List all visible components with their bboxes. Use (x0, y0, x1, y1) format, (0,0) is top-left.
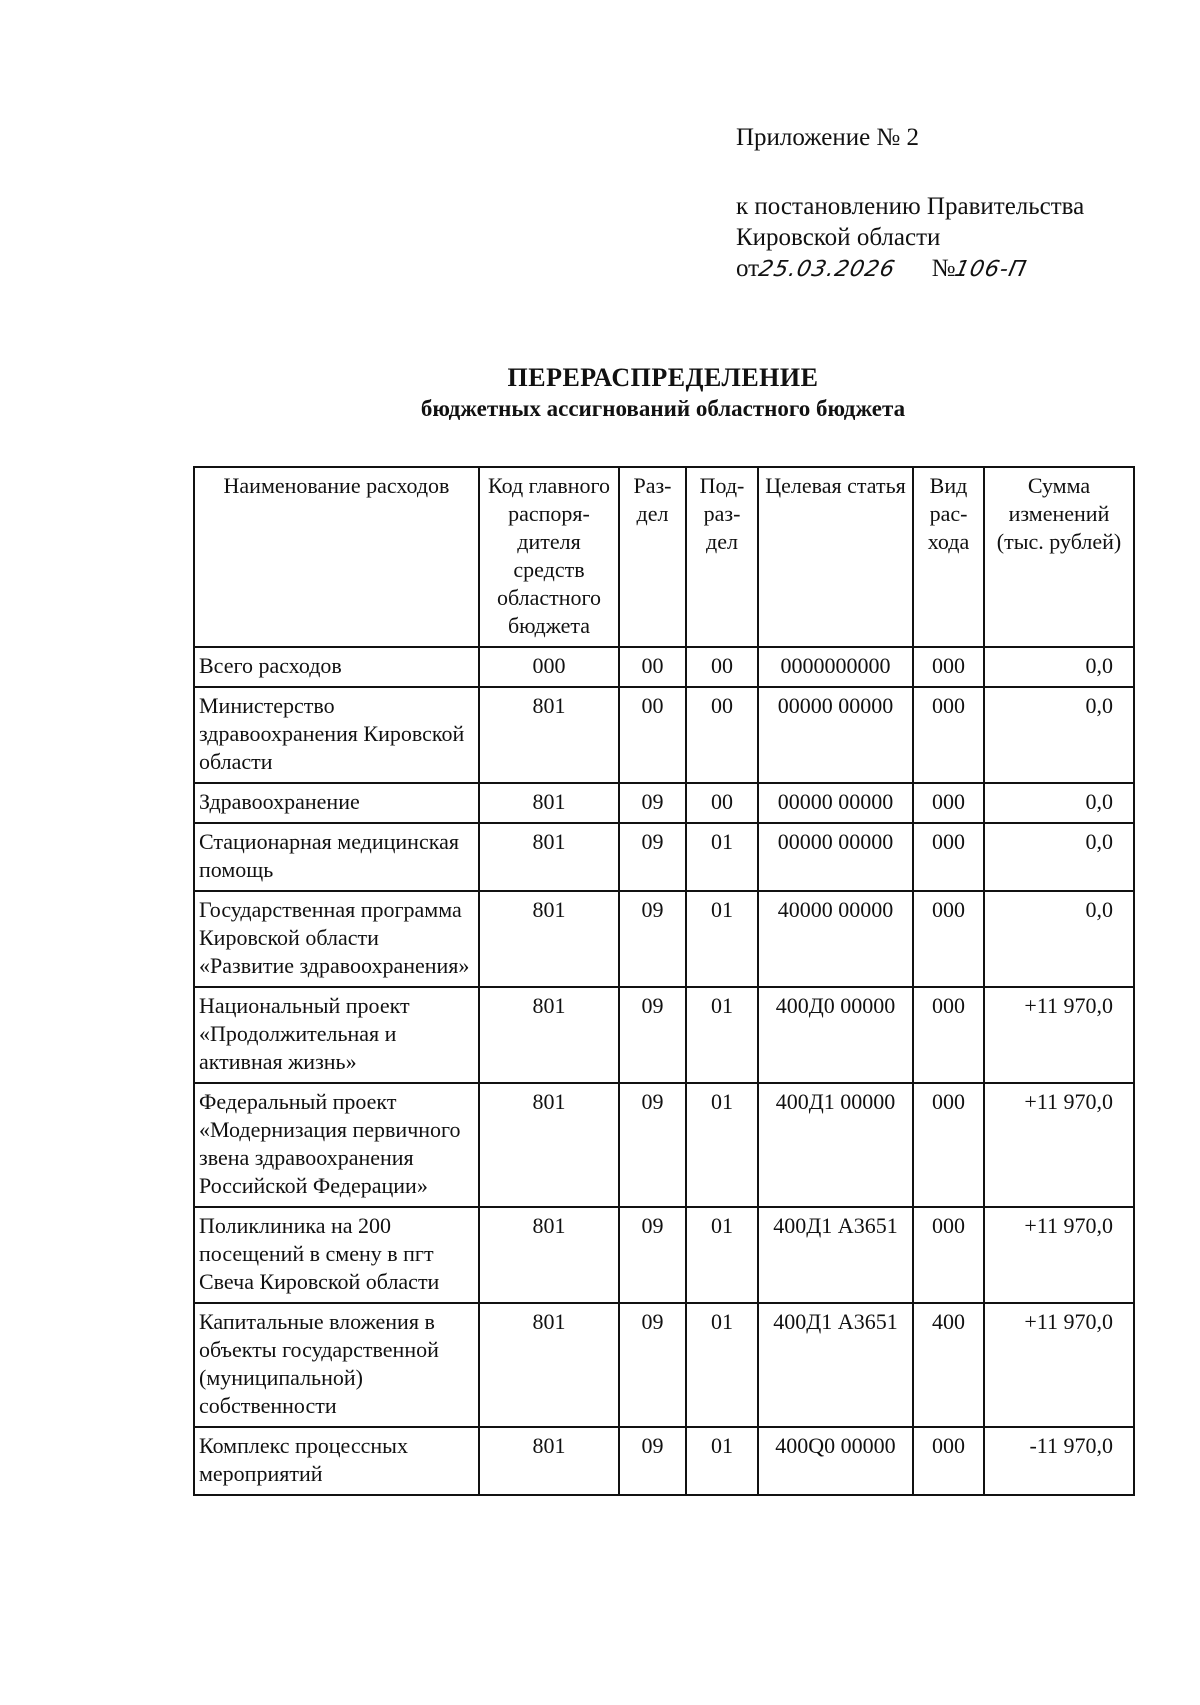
cell-section: 09 (619, 891, 686, 987)
cell-name: Всего расходов (194, 647, 479, 687)
cell-type: 000 (913, 1427, 984, 1495)
appendix-line-2: Кировской области (736, 224, 941, 251)
cell-code: 801 (479, 1207, 619, 1303)
header-target: Целевая статья (758, 467, 913, 647)
cell-type: 000 (913, 1207, 984, 1303)
table-header-row (194, 467, 1134, 647)
cell-name: Здравоохранение (194, 783, 479, 823)
table-row (194, 1427, 1134, 1495)
cell-section: 00 (619, 687, 686, 783)
cell-code: 801 (479, 891, 619, 987)
cell-amount: +11 970,0 (984, 1303, 1134, 1427)
cell-subsection: 00 (686, 687, 758, 783)
cell-type: 000 (913, 687, 984, 783)
heading-main: ПЕРЕРАСПРЕДЕЛЕНИЕ (507, 363, 819, 392)
cell-subsection: 01 (686, 1427, 758, 1495)
cell-subsection: 01 (686, 891, 758, 987)
heading-sub: бюджетных ассигнований областного бюджета (420, 396, 906, 421)
cell-name: Поликлиника на 200 посещений в смену в пгт Свеча Кировской области (194, 1207, 479, 1303)
cell-amount: 0,0 (984, 647, 1134, 687)
appendix-block (736, 122, 1084, 285)
cell-type: 400 (913, 1303, 984, 1427)
cell-section: 09 (619, 1083, 686, 1207)
table-row (194, 1303, 1134, 1427)
cell-code: 801 (479, 687, 619, 783)
header-section: Раз-дел (619, 467, 686, 647)
cell-section: 09 (619, 823, 686, 891)
cell-name: Государственная программа Кировской области «Развитие здравоохранения» (194, 891, 479, 987)
cell-section: 00 (619, 647, 686, 687)
appendix-date-line (736, 253, 1084, 285)
cell-subsection: 00 (686, 783, 758, 823)
cell-name: Министерство здравоохранения Кировской области (194, 687, 479, 783)
cell-section: 09 (619, 1303, 686, 1427)
table-row (194, 1207, 1134, 1303)
cell-code: 000 (479, 647, 619, 687)
cell-type: 000 (913, 783, 984, 823)
cell-name: Стационарная медицинская помощь (194, 823, 479, 891)
cell-section: 09 (619, 783, 686, 823)
cell-section: 09 (619, 1207, 686, 1303)
cell-subsection: 01 (686, 1207, 758, 1303)
cell-amount: 0,0 (984, 687, 1134, 783)
handwritten-number: 106-П (952, 257, 1030, 282)
appendix-title: Приложение № 2 (736, 124, 920, 151)
cell-target: 400Д1 А3651 (758, 1207, 913, 1303)
cell-amount: 0,0 (984, 783, 1134, 823)
cell-target: 400Д1 А3651 (758, 1303, 913, 1427)
cell-code: 801 (479, 1303, 619, 1427)
cell-target: 400Q0 00000 (758, 1427, 913, 1495)
cell-type: 000 (913, 891, 984, 987)
appendix-line-1: к постановлению Правительства (736, 193, 1085, 220)
cell-type: 000 (913, 647, 984, 687)
cell-target: 00000 00000 (758, 783, 913, 823)
cell-amount: 0,0 (984, 891, 1134, 987)
cell-code: 801 (479, 823, 619, 891)
cell-code: 801 (479, 1083, 619, 1207)
table-row (194, 687, 1134, 783)
cell-target: 400Д0 00000 (758, 987, 913, 1083)
table-row (194, 1083, 1134, 1207)
cell-target: 00000 00000 (758, 687, 913, 783)
cell-amount: -11 970,0 (984, 1427, 1134, 1495)
date-prefix: от (736, 255, 760, 282)
cell-target: 400Д1 00000 (758, 1083, 913, 1207)
cell-section: 09 (619, 1427, 686, 1495)
cell-type: 000 (913, 987, 984, 1083)
header-name: Наименование расходов (194, 467, 479, 647)
cell-code: 801 (479, 987, 619, 1083)
table-row (194, 987, 1134, 1083)
cell-target: 00000 00000 (758, 823, 913, 891)
budget-table (193, 466, 1135, 1496)
cell-subsection: 01 (686, 1303, 758, 1427)
cell-code: 801 (479, 1427, 619, 1495)
cell-name: Капитальные вложения в объекты государственной (муниципальной) собственности (194, 1303, 479, 1427)
table-row (194, 783, 1134, 823)
cell-target: 0000000000 (758, 647, 913, 687)
cell-name: Федеральный проект «Модернизация первичного звена здравоохранения Российской Федерации» (194, 1083, 479, 1207)
cell-type: 000 (913, 823, 984, 891)
number-prefix: № (931, 255, 956, 282)
cell-target: 40000 00000 (758, 891, 913, 987)
cell-amount: +11 970,0 (984, 1083, 1134, 1207)
cell-amount: +11 970,0 (984, 1207, 1134, 1303)
cell-amount: 0,0 (984, 823, 1134, 891)
table-row (194, 891, 1134, 987)
cell-amount: +11 970,0 (984, 987, 1134, 1083)
cell-name: Национальный проект «Продолжительная и активная жизнь» (194, 987, 479, 1083)
header-amount: Сумма изменений (тыс. рублей) (984, 467, 1134, 647)
cell-name: Комплекс процессных мероприятий (194, 1427, 479, 1495)
header-code: Код главного распоря-дителя средств областного бюджета (479, 467, 619, 647)
header-type: Вид рас-хода (913, 467, 984, 647)
cell-subsection: 01 (686, 987, 758, 1083)
cell-type: 000 (913, 1083, 984, 1207)
cell-subsection: 01 (686, 823, 758, 891)
cell-section: 09 (619, 987, 686, 1083)
cell-code: 801 (479, 783, 619, 823)
handwritten-date: 25.03.2026 (756, 257, 898, 282)
cell-subsection: 01 (686, 1083, 758, 1207)
document-heading (0, 362, 1200, 424)
table-row (194, 823, 1134, 891)
cell-subsection: 00 (686, 647, 758, 687)
header-subsection: Под-раз-дел (686, 467, 758, 647)
table-row (194, 647, 1134, 687)
